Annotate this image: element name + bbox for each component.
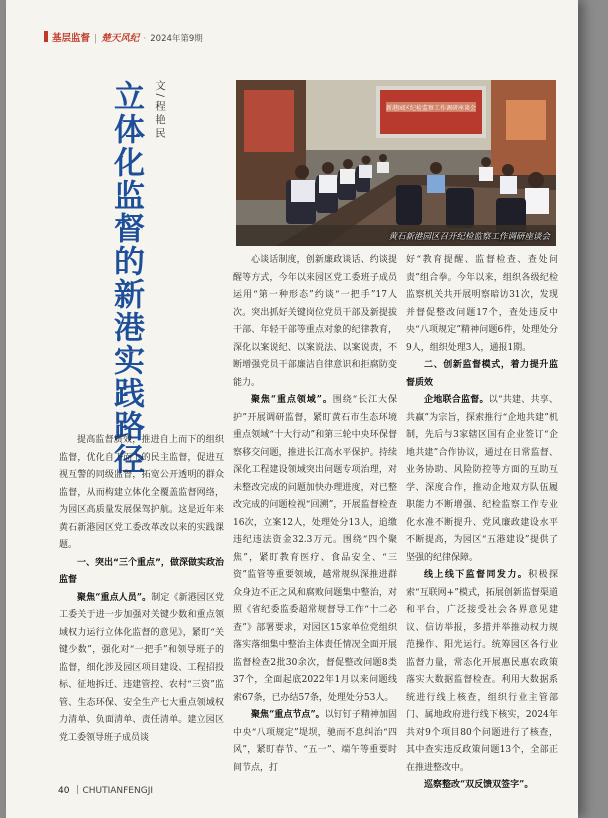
paragraph-lead: 聚焦“重点领域”。: [251, 395, 333, 405]
paragraph: [233, 392, 397, 707]
meeting-photo-illustration: [236, 80, 556, 246]
paragraph-body: 积极探索“互联网+”模式，拓展创新监督渠道和平台，广泛接受社会各界意见建议、信访举报，多措并举推动权力规范操作、阳光运行。统筹园区各行业监督力量，常态化开展惠民惠农政策落实大数据监督检查。利用大数据系统进行线上核查，组织行业主管部门、属地政府进行线下核实，2024年共对9个项目80个问题进行了核查，其中查实违反政策问题13个，全部正在推进整改中。: [406, 570, 558, 773]
article-column-1: [59, 432, 224, 747]
magazine-name: 楚天风纪: [101, 33, 140, 44]
screen-text: 新港园区纪检监察工作调研座谈会: [385, 105, 477, 112]
article-title: 立体化监督的新港实践路径: [108, 80, 144, 476]
photo-caption: 黄石新港园区召开纪检监察工作调研座谈会: [388, 232, 550, 242]
paragraph: 心谈话制度，创新廉政谈话、约谈提醒等方式，今年以来园区党工委班子成员运用“第一种形态”约谈“一把手”17人次。突出抓好关键岗位党员干部及新提拔干部、年轻干部等重点对象的纪律教育，深化以案说纪、以案说法、以案说责，不断增强党员干部廉洁自律意识和拒腐防变能力。: [233, 255, 397, 388]
page-number: 40: [58, 786, 70, 796]
paragraph: [406, 777, 558, 795]
article-column-2: [233, 252, 397, 777]
magazine-page: [6, 0, 578, 818]
paragraph-lead: 聚焦“重点节点”。: [251, 710, 325, 720]
paragraph: [59, 590, 224, 748]
intro-paragraph: 提高监督质效，推进自上而下的组织监督，优化自下而上的民主监督，促进互视互警的同级监督，拓宽公开透明的群众监督，从而构建立体化全覆盖监督网络，为园区高质量发展保驾护航。这是近年来黄石新港园区党工委改革改以来的实践课题。: [59, 435, 224, 550]
article-author: 文/程艳民: [154, 80, 166, 141]
paragraph: 好“教育提醒、监督检查、查处问责”组合拳。今年以来，组织各级纪检监察机关共开展明察暗访31次，发现并督促整改问题17个，查处违反中央“八项规定”精神问题6件，处理处分9人，组织处理3人，通报1期。: [406, 255, 558, 353]
paragraph: [406, 392, 558, 567]
meeting-photo: [236, 80, 556, 246]
paragraph-body: 围绕“长江大保护”开展调研监督，紧盯黄石市生态环境重点领域“十大行动”和第三轮中央环保督察移交问题，推进长江高水平保护。持续深化工程建设领域突出问题专项治理，对未整改完成的问题加快办理进度，对已整改完成的问题检视“回溯”，开展监督检查16次，立案12人，处理处分13人，追缴违纪违法资金32.3万元。围绕“四个聚焦”，紧盯教育医疗、食品安全、“三资”监管等重要领域，越常规纵深推进群众身边不正之风和腐败问题集中整治，对照《省纪委监委超常规督导工作“十二必查”》部署要求，对园区15家单位党组织落实落细集中整治主体责任情况全面开展监督检查2批30余次，督促整改问题8类37个，全面起底2022年1月以来问题线索67条，已办结57条，处理处分53人。: [233, 395, 397, 703]
paragraph: [406, 567, 558, 777]
paragraph-lead: 巡察整改“双反馈双签字”。: [424, 780, 534, 790]
header-accent-bar: [44, 31, 48, 42]
paragraph-body: 以“共建、共享、共赢”为宗旨，探索推行“企地共建”机制，先后与3家辖区国有企业签订“企地共建”合作协议，通过在日常监督、业务协助、风险防控等方面的互助互学、深度合作，推动企地双方队伍履职能力不断增强、纪检监察工作专业化水准不断提升、党风廉政建设水平不断提高，为园区“五港建设”提供了坚强的纪律保障。: [406, 395, 558, 563]
section-heading: 二、创新监督模式，着力提升监督质效: [406, 360, 558, 388]
paragraph-lead: 企地联合监督。: [424, 395, 489, 405]
section-heading: 一、突出“三个重点”，做深做实政治监督: [59, 557, 224, 585]
page-header: 基层监督 | 楚天风纪 · 2024年第9期: [44, 30, 274, 46]
paragraph-lead: 线上线下监督同发力。: [424, 570, 529, 580]
column-name: 基层监督: [52, 33, 91, 44]
paragraph-lead: 聚焦“重点人员”。: [77, 592, 152, 603]
article-column-3: [406, 252, 558, 795]
paragraph: [233, 707, 397, 777]
paragraph-body: 以钉钉子精神加固中央“八项规定”堤坝，驰而不息纠治“四风”，紧盯春节、“五一”、端午等重要时间节点，打: [233, 710, 397, 773]
issue-label: 2024年第9期: [150, 34, 203, 44]
page-footer: [58, 785, 153, 796]
paragraph-body: 制定《新港园区党工委关于进一步加强对关键少数和重点领域权力运行立体化监督的意见》，紧盯“关键少数”，强化对“一把手”和领导班子的监督，细化涉及园区项目建设、工程招投标、征地拆迁、违建管控、农村“三资”监管、生态环保、安全生产七大重点领域权力清单、负面清单、责任清单。建立园区党工委领导班子成员谈: [59, 592, 224, 743]
footer-brand: CHUTIANFENGJI: [82, 786, 154, 796]
